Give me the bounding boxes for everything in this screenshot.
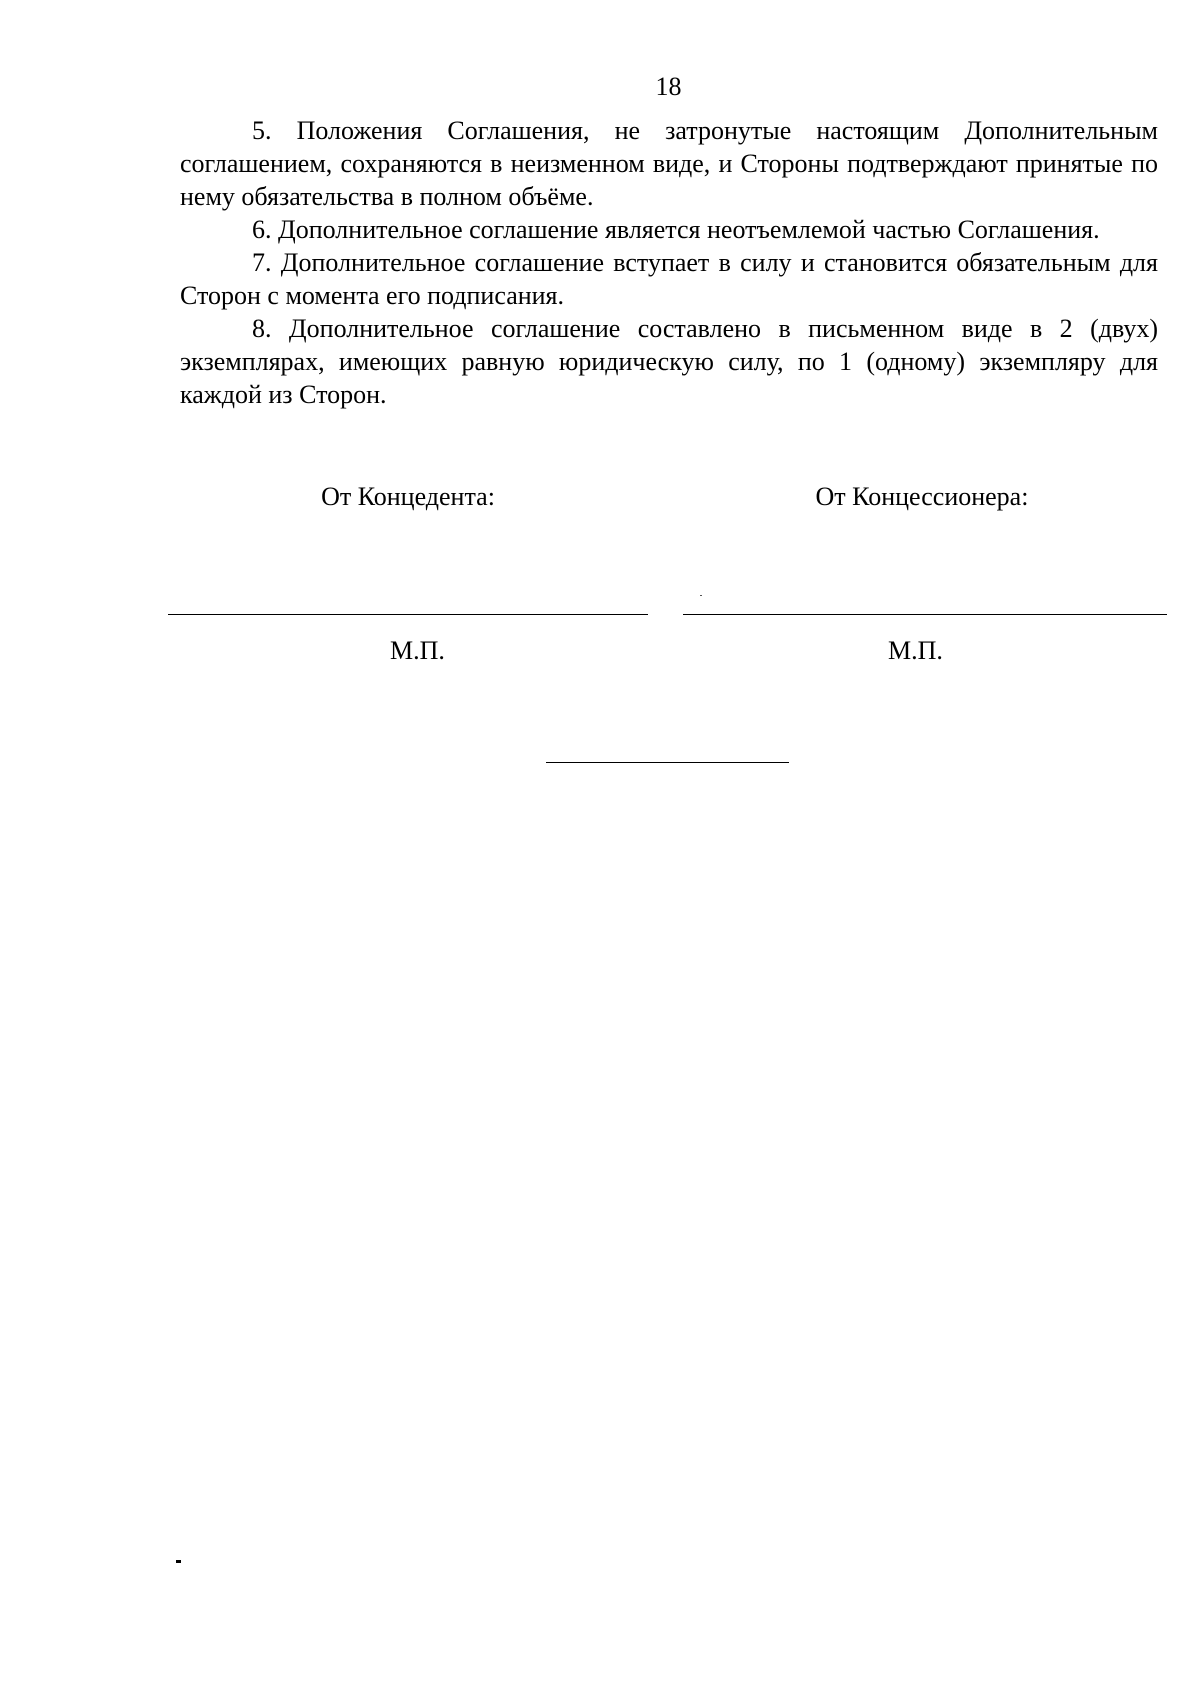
end-of-document-rule [546,762,789,763]
paragraph-6: 6. Дополнительное соглашение является неотъемлемой частью Соглашения. [252,215,1100,244]
scan-speck [700,595,702,596]
document-body [180,114,1158,411]
concessionaire-signature-line [683,614,1167,615]
paragraph-7: 7. Дополнительное соглашение вступает в силу и становится обязательным для Сторон с момента его подписания. [180,248,1158,310]
paragraph-5: 5. Положения Соглашения, не затронутые настоящим Дополнительным соглашением, сохраняются в неизменном виде, и Стороны подтверждают принятые по нему обязательства в полном объёме. [180,116,1158,211]
grantor-signature-label: От Концедента: [321,482,495,511]
grantor-signature-line [168,614,648,615]
paragraph-8: 8. Дополнительное соглашение составлено в письменном виде в 2 (двух) экземплярах, имеющих равную юридическую силу, по 1 (одному) экземпляру для каждой из Сторон. [180,314,1158,409]
grantor-stamp-place: М.П. [390,636,445,665]
scan-speck [176,1560,181,1563]
concessionaire-stamp-place: М.П. [888,636,943,665]
page-number: 18 [655,72,682,101]
concessionaire-signature-label: От Концессионера: [815,482,1029,511]
